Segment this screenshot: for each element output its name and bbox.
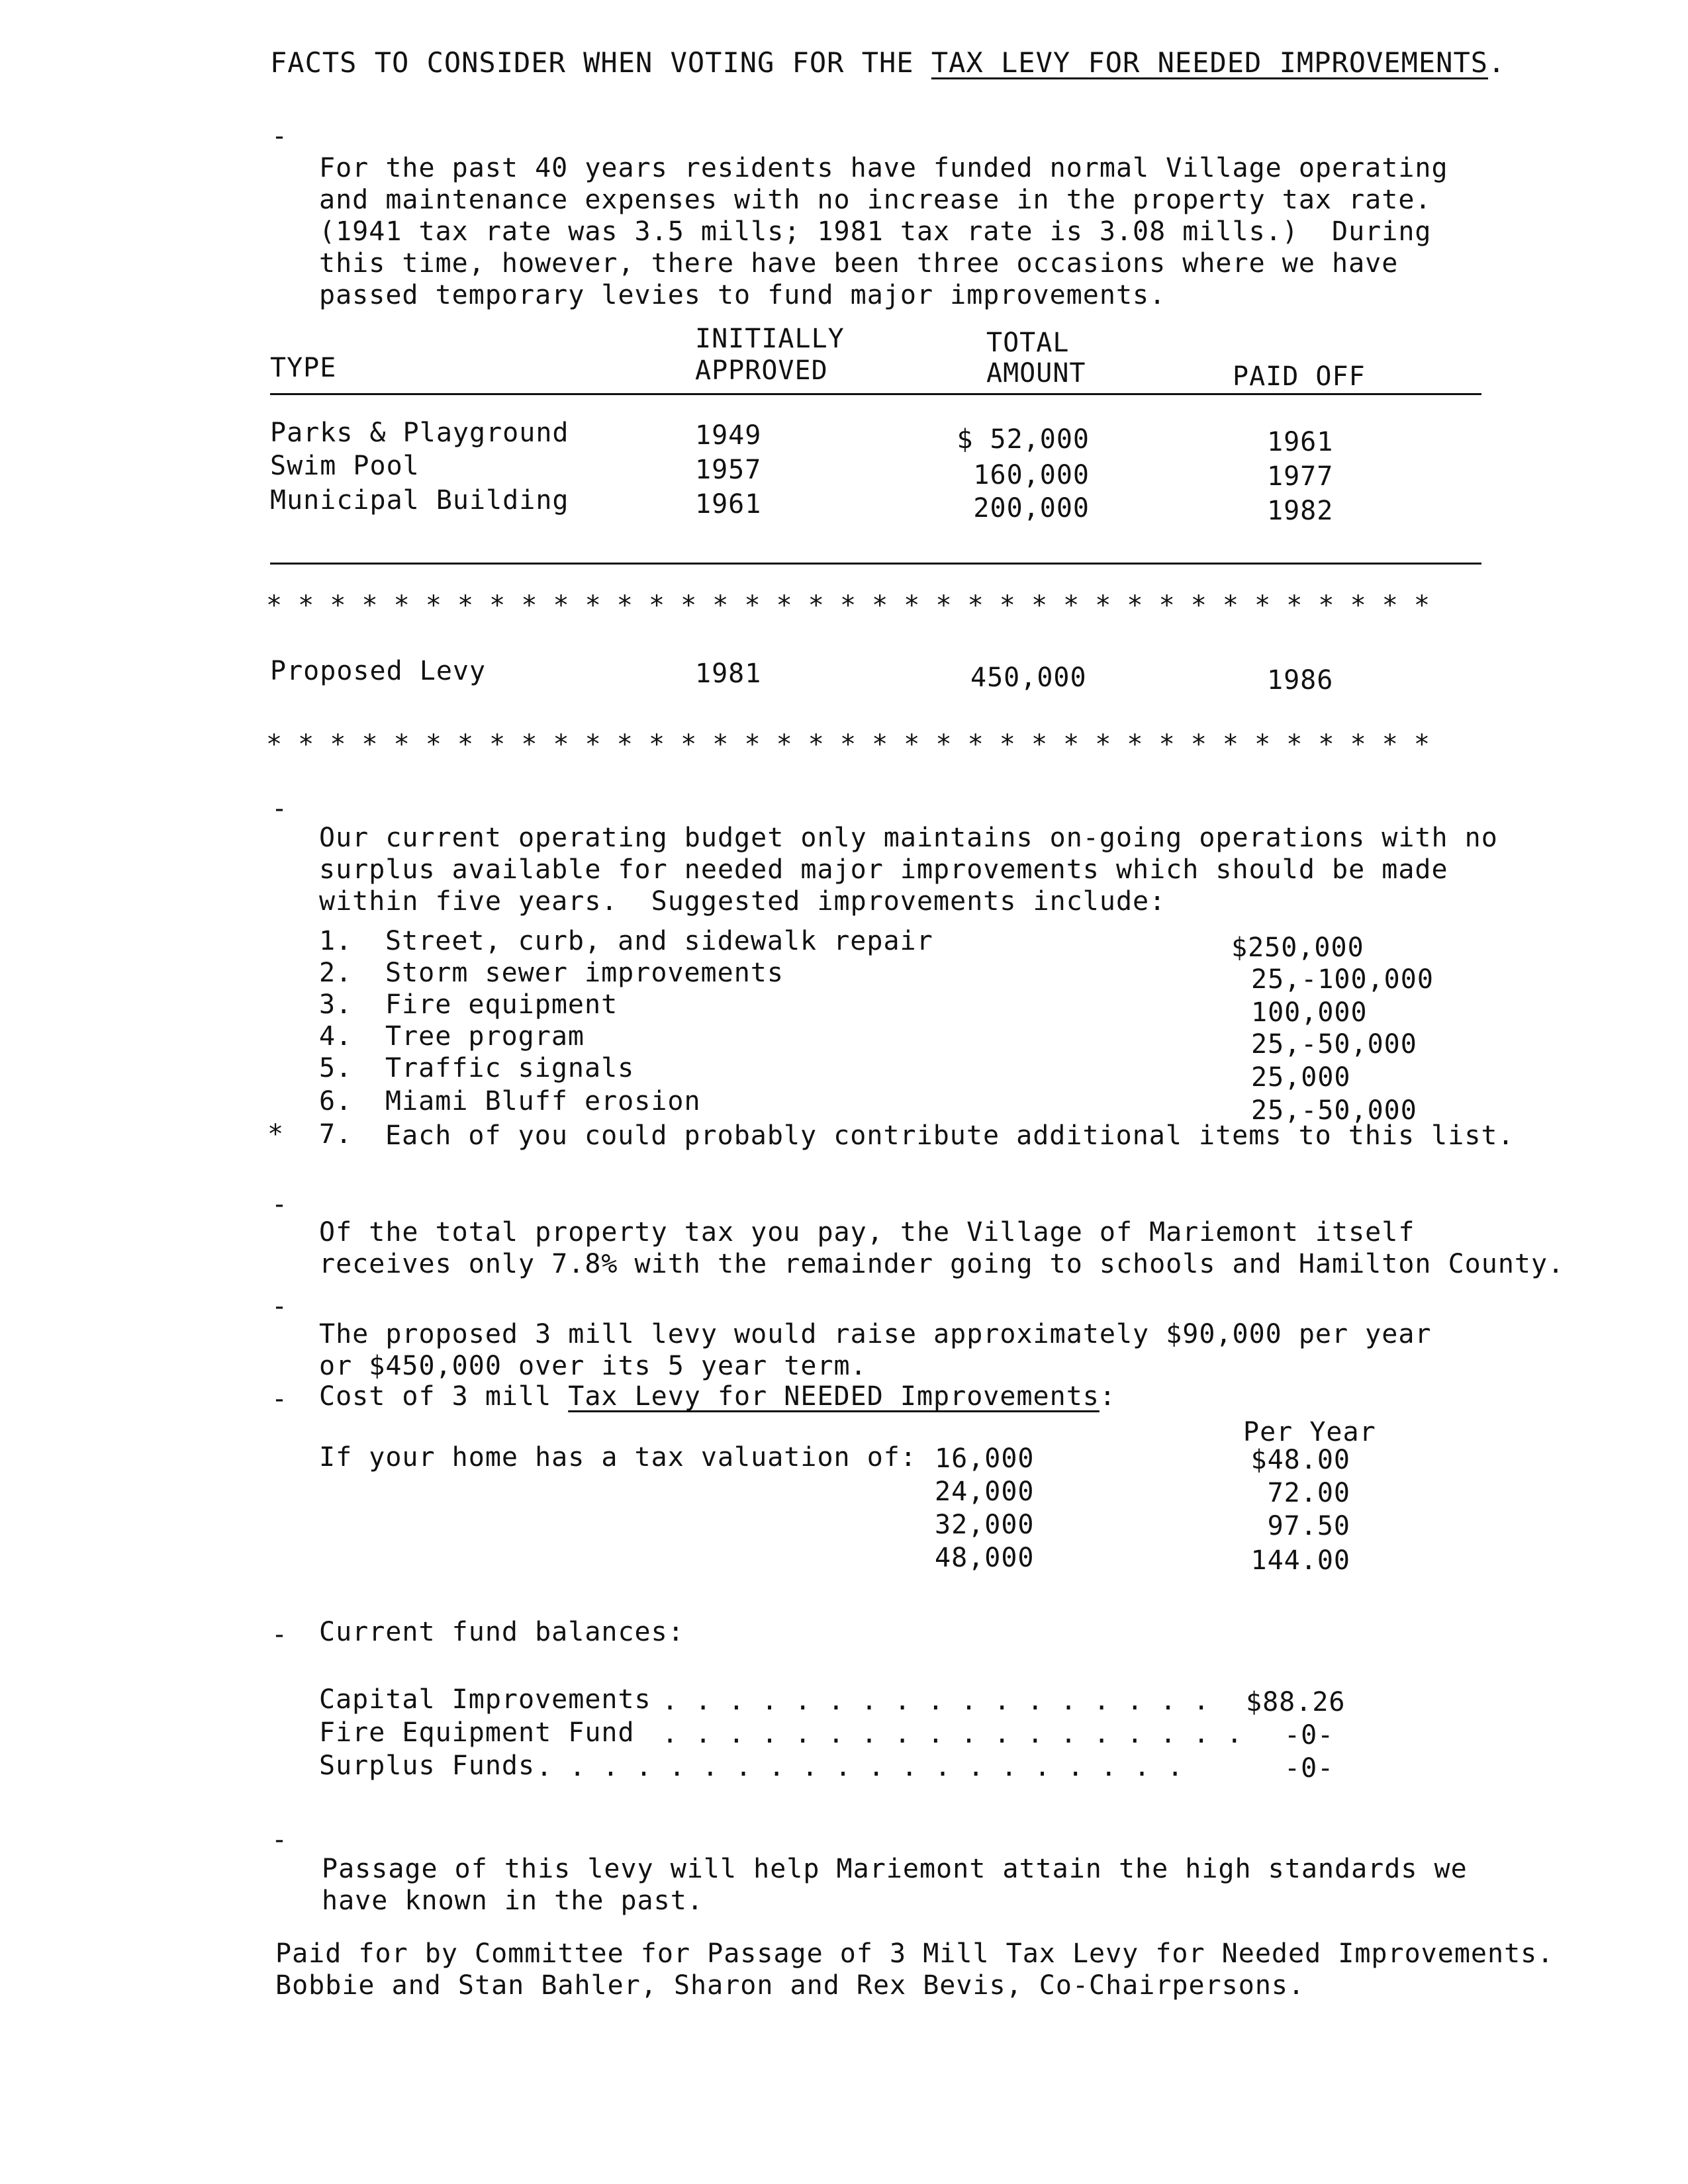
fund-label: Capital Improvements [319, 1684, 651, 1715]
improvement-num: 4. [319, 1021, 353, 1052]
proposed-mill-line: The proposed 3 mill levy would raise approximately $90,000 per year [319, 1319, 1432, 1349]
row-amount: $ 52,000 [957, 424, 1090, 455]
improvement-cost: 25,-50,000 [1251, 1095, 1417, 1126]
title-prefix: FACTS TO CONSIDER WHEN VOTING FOR THE [270, 46, 931, 79]
improvement-num: 3. [319, 989, 353, 1020]
row-approved: 1949 [695, 420, 762, 451]
header-paid-off: PAID OFF [1233, 361, 1366, 392]
fund-dots: . . . . . . . . . . . . . . . . . [662, 1686, 1210, 1716]
bullet-dash: - [271, 1291, 289, 1322]
footer-line: Paid for by Committee for Passage of 3 Mill Tax Levy for Needed Improvements. [275, 1938, 1554, 1969]
row-amount: 200,000 [973, 493, 1090, 523]
per-year-value: 97.50 [1267, 1511, 1350, 1541]
bullet-dash: - [271, 1384, 289, 1414]
row-paid-off: 1982 [1267, 496, 1334, 526]
improvement-label: Traffic signals [385, 1053, 635, 1083]
header-amount: AMOUNT [986, 358, 1086, 388]
improvement-cost: $250,000 [1231, 933, 1364, 963]
improvement-cost: 25,-50,000 [1251, 1029, 1417, 1060]
budget-line: Our current operating budget only maintains on-going operations with no [319, 823, 1498, 853]
proposed-approved: 1981 [695, 659, 762, 689]
per-year-value: 144.00 [1250, 1545, 1350, 1576]
fund-dots: . . . . . . . . . . . . . . . . . . . . [536, 1752, 1184, 1782]
intro-line: this time, however, there have been three occasions where we have [319, 248, 1399, 279]
passage-line: Passage of this levy will help Mariemont attain the high standards we [322, 1854, 1468, 1884]
fund-label: Fire Equipment Fund [319, 1717, 635, 1748]
title-levy-name: TAX LEVY FOR NEEDED IMPROVEMENTS [931, 46, 1489, 79]
row-amount: 160,000 [973, 460, 1090, 490]
fund-value: -0- [1284, 1720, 1335, 1751]
per-year-value: 72.00 [1267, 1478, 1350, 1508]
bullet-dash: - [271, 121, 289, 152]
property-tax-line: Of the total property tax you pay, the Village of Mariemont itself [319, 1217, 1415, 1248]
improvement-num: 5. [319, 1053, 353, 1083]
table-row [270, 450, 420, 482]
intro-line: and maintenance expenses with no increase in the property tax rate. [319, 185, 1432, 215]
cost-levy-name: Tax Levy for NEEDED Improvements [568, 1381, 1100, 1412]
header-type: TYPE [270, 353, 337, 383]
cost-suffix: : [1099, 1381, 1116, 1412]
proposed-paid-off: 1986 [1267, 665, 1334, 696]
row-type: Municipal Building [270, 485, 569, 516]
header-approved: APPROVED [695, 355, 828, 386]
table-row [270, 417, 569, 449]
improvement-label: Each of you could probably contribute additional items to this list. [385, 1120, 1515, 1151]
star-row-bottom: * * * * * * * * * * * * * * * * * * * * * * * * * * * * * * * * * * * * * [266, 729, 1430, 760]
page-title [270, 46, 1505, 79]
improvement-label: Storm sewer improvements [385, 958, 784, 988]
proposed-type: Proposed Levy [270, 656, 487, 686]
property-tax-line: receives only 7.8% with the remainder going to schools and Hamilton County. [319, 1249, 1565, 1279]
improvement-label: Fire equipment [385, 989, 618, 1020]
per-year-header: Per Year [1243, 1417, 1376, 1447]
bullet-dash: - [271, 1825, 289, 1855]
header-initially: INITIALLY [695, 324, 845, 354]
star-row-top: * * * * * * * * * * * * * * * * * * * * * * * * * * * * * * * * * * * * * [266, 590, 1430, 621]
row-paid-off: 1961 [1267, 427, 1334, 457]
cost-prefix: Cost of 3 mill [319, 1381, 569, 1412]
valuation-value: 32,000 [935, 1510, 1035, 1540]
improvement-num: 2. [319, 958, 353, 988]
valuation-value: 16,000 [935, 1443, 1035, 1474]
proposed-amount: 450,000 [970, 662, 1087, 693]
per-year-value: $48.00 [1250, 1445, 1350, 1475]
row-approved: 1961 [695, 489, 762, 520]
improvement-star: * [267, 1119, 285, 1150]
header-rule [270, 393, 1481, 395]
row-type: Parks & Playground [270, 418, 569, 448]
valuation-value: 48,000 [935, 1543, 1035, 1573]
intro-line: (1941 tax rate was 3.5 mills; 1981 tax rate is 3.08 mills.) During [319, 216, 1432, 247]
budget-line: surplus available for needed major improvements which should be made [319, 854, 1448, 885]
footer-paragraph [275, 1906, 1554, 2033]
improvement-cost: 25,000 [1251, 1062, 1351, 1093]
valuation-value: 24,000 [935, 1477, 1035, 1507]
row-paid-off: 1977 [1267, 461, 1334, 492]
improvement-label: Miami Bluff erosion [385, 1086, 701, 1116]
row-type: Swim Pool [270, 451, 420, 481]
row-approved: 1957 [695, 455, 762, 485]
header-total: TOTAL [986, 328, 1070, 358]
intro-line: passed temporary levies to fund major improvements. [319, 280, 1166, 310]
valuation-label: If your home has a tax valuation of: [319, 1442, 917, 1473]
improvement-label: Street, curb, and sidewalk repair [385, 926, 933, 956]
fund-dots: . . . . . . . . . . . . . . . . . . [662, 1719, 1243, 1749]
improvement-num: 7. [319, 1119, 353, 1150]
fund-heading: Current fund balances: [319, 1617, 684, 1647]
title-suffix: . [1488, 46, 1506, 79]
budget-line: within five years. Suggested improvements include: [319, 886, 1166, 917]
fund-value: $88.26 [1246, 1687, 1346, 1717]
improvement-cost: 25,-100,000 [1251, 964, 1434, 995]
bullet-dash: - [271, 1619, 289, 1650]
table-bottom-rule [270, 563, 1481, 565]
passage-line: have known in the past. [322, 1886, 704, 1916]
fund-value: -0- [1284, 1753, 1335, 1784]
table-row [270, 484, 569, 516]
intro-paragraph [319, 120, 1448, 343]
footer-line: Bobbie and Stan Bahler, Sharon and Rex Bevis, Co-Chairpersons. [275, 1970, 1305, 2001]
bullet-dash: - [271, 1189, 289, 1220]
intro-line: For the past 40 years residents have funded normal Village operating [319, 153, 1448, 183]
fund-label: Surplus Funds [319, 1751, 536, 1781]
improvement-cost: 100,000 [1251, 997, 1368, 1028]
improvement-num: 6. [319, 1086, 353, 1116]
bullet-dash: - [271, 794, 289, 824]
cost-heading [319, 1381, 1116, 1412]
improvement-num: 1. [319, 926, 353, 956]
proposed-mill-line: or $450,000 over its 5 year term. [319, 1351, 867, 1381]
improvement-label: Tree program [385, 1021, 585, 1052]
